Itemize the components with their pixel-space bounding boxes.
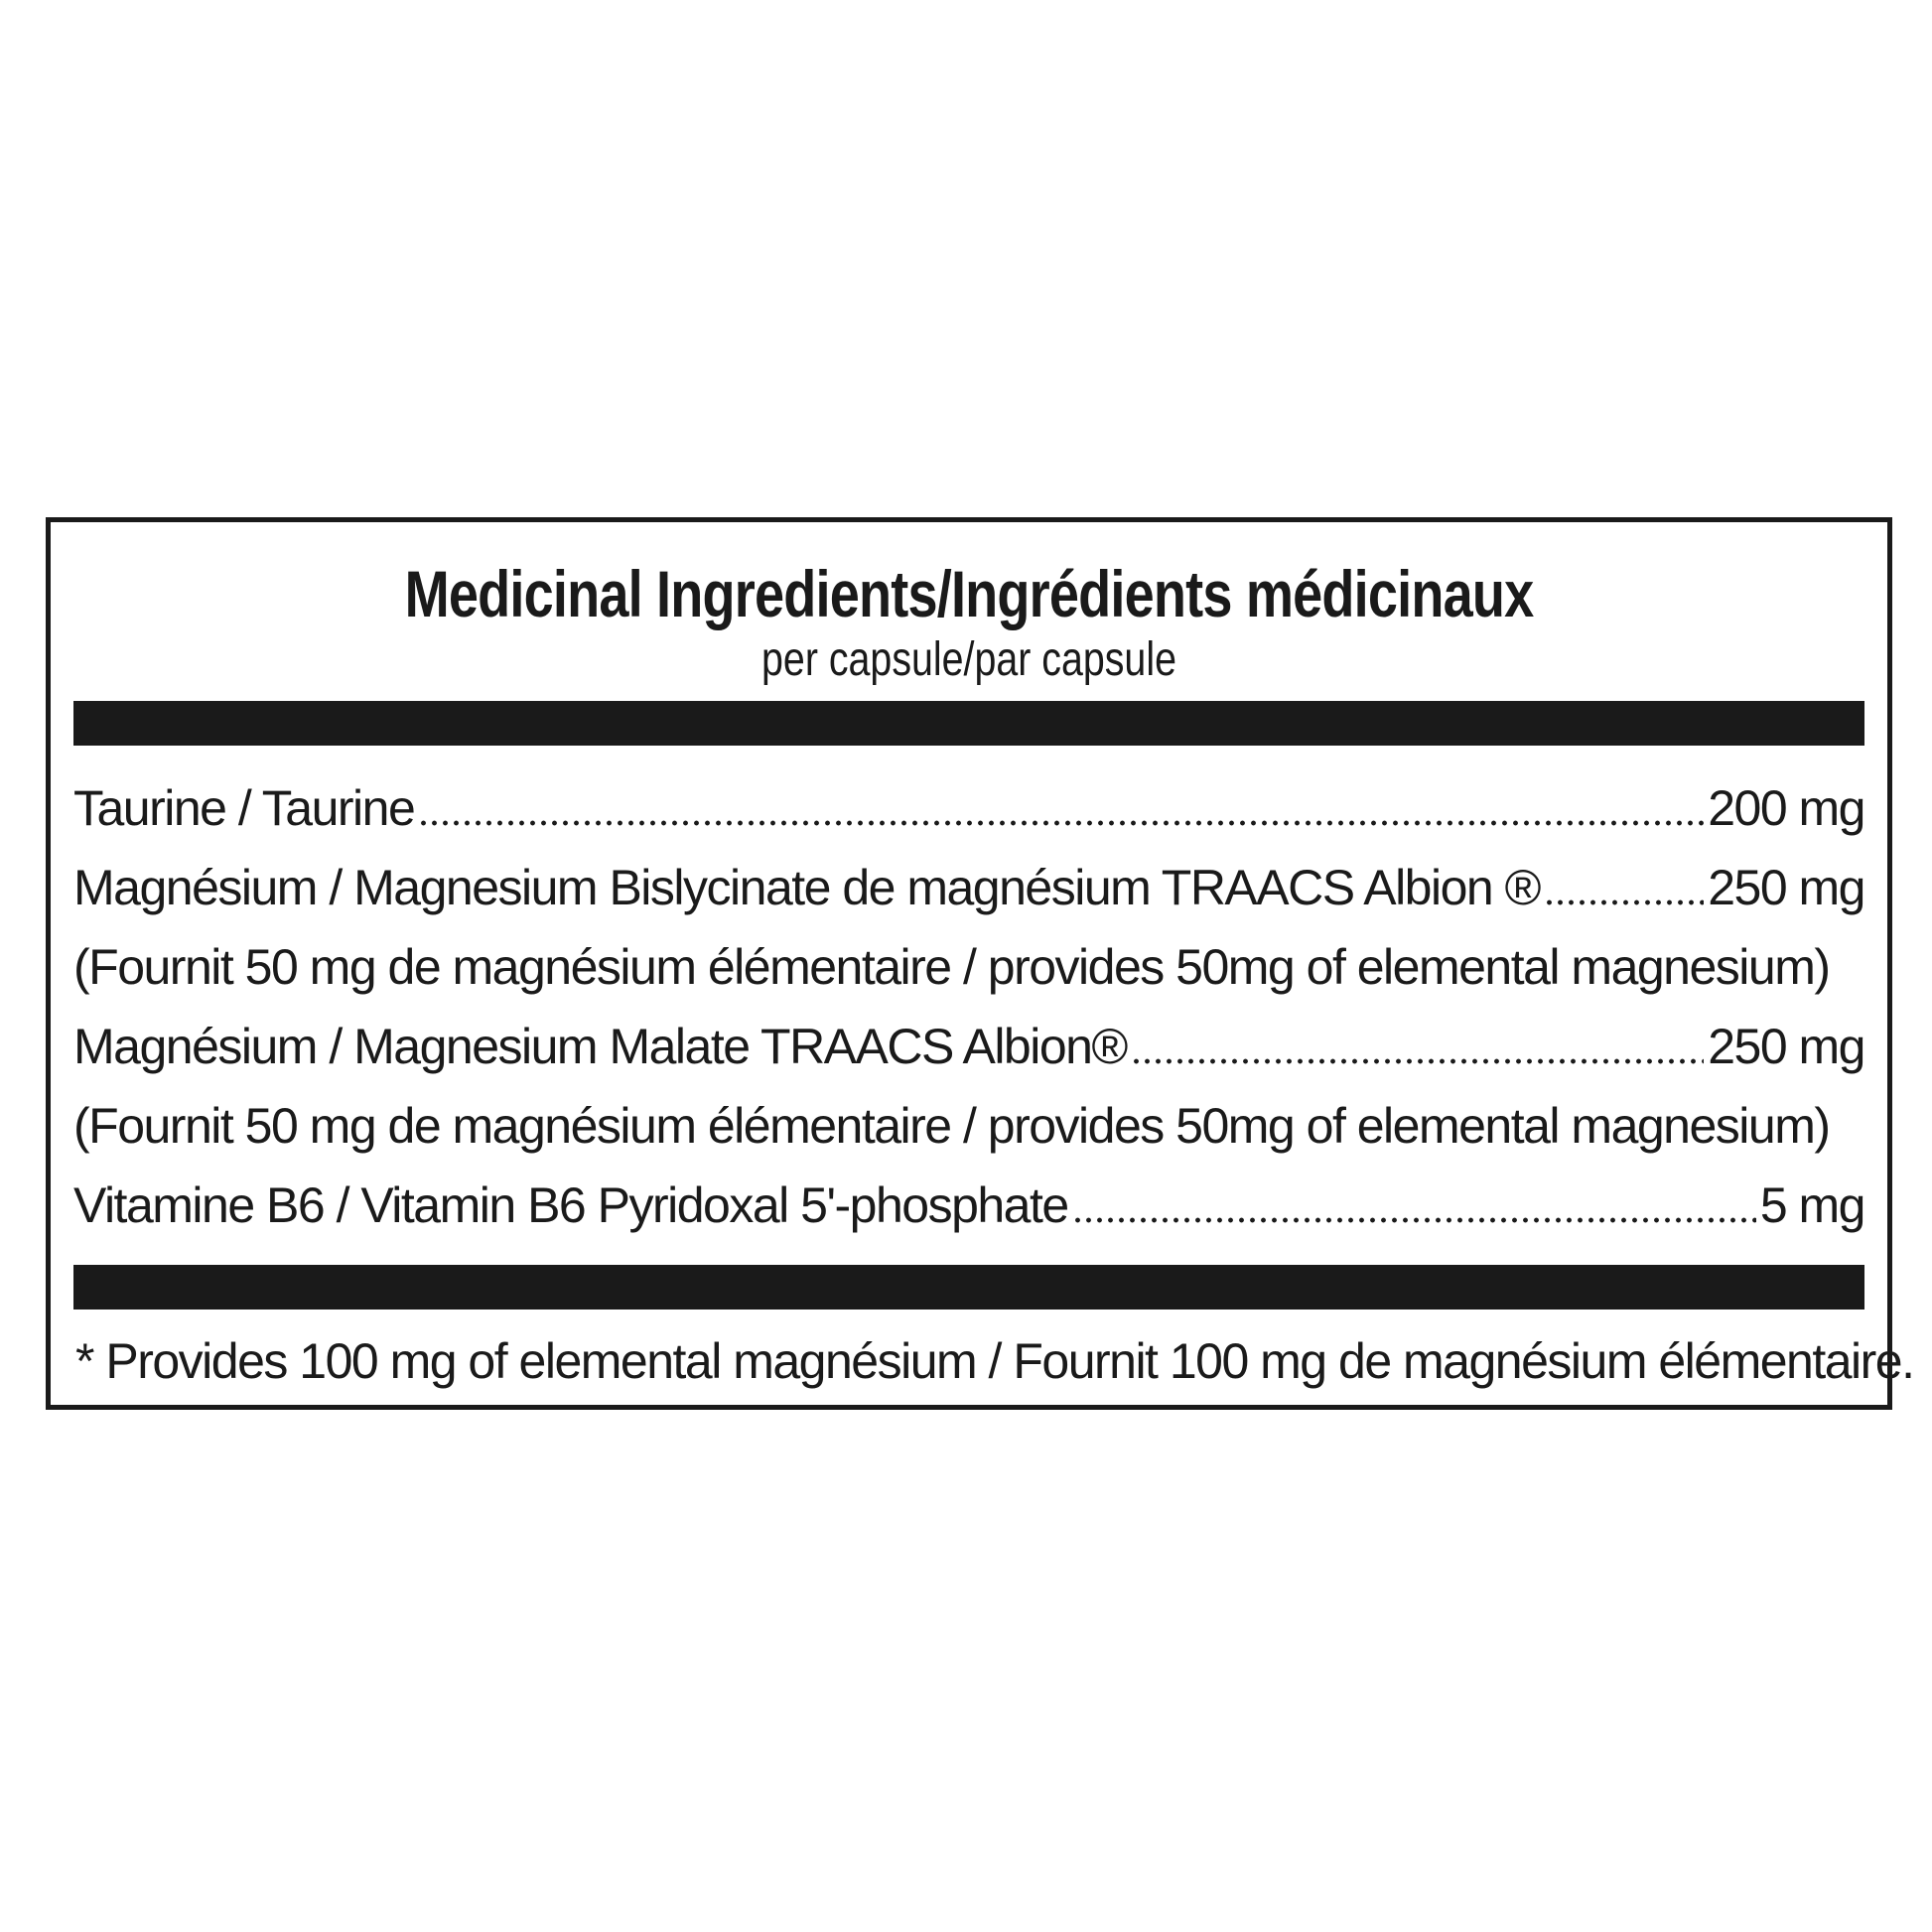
ingredient-note: (Fournit 50 mg de magnésium élémentaire / provides 50mg of elemental magnesium) (73, 939, 1830, 995)
dot-leader (1072, 1217, 1756, 1223)
footnote: * Provides 100 mg of elemental magnésium / Fournit 100 mg de magnésium élémentaire. (75, 1333, 1914, 1389)
top-divider-bar (73, 701, 1864, 746)
dot-leader (1544, 899, 1704, 905)
ingredient-note: (Fournit 50 mg de magnésium élémentaire / provides 50mg of elemental magnesium) (73, 1098, 1830, 1154)
bottom-divider-bar (73, 1265, 1864, 1310)
panel-subtitle: per capsule/par capsule (761, 633, 1176, 686)
ingredient-name: Vitamine B6 / Vitamin B6 Pyridoxal 5'-phosphate (73, 1177, 1068, 1233)
ingredient-row-magnesium-malate (73, 1007, 1864, 1086)
ingredient-note-row (73, 1086, 1864, 1166)
ingredient-list (73, 768, 1864, 1245)
ingredient-row-taurine (73, 768, 1864, 848)
panel-title: Medicinal Ingredients/Ingrédients médicinaux (404, 557, 1534, 630)
ingredient-amount: 250 mg (1708, 860, 1864, 915)
ingredient-amount: 200 mg (1708, 780, 1864, 836)
ingredient-row-vitamin-b6 (73, 1166, 1864, 1245)
dot-leader (1131, 1058, 1704, 1064)
ingredient-name: Magnésium / Magnesium Bislycinate de magnésium TRAACS Albion ® (73, 860, 1540, 915)
ingredient-name: Taurine / Taurine (73, 780, 415, 836)
dot-leader (418, 820, 1704, 826)
ingredient-name: Magnésium / Magnesium Malate TRAACS Albion® (73, 1019, 1127, 1074)
medicinal-ingredients-panel (46, 517, 1914, 1410)
ingredient-amount: 250 mg (1708, 1019, 1864, 1074)
ingredient-note-row (73, 927, 1864, 1007)
ingredient-row-magnesium-bisglycinate (73, 848, 1864, 927)
ingredient-amount: 5 mg (1759, 1177, 1864, 1233)
